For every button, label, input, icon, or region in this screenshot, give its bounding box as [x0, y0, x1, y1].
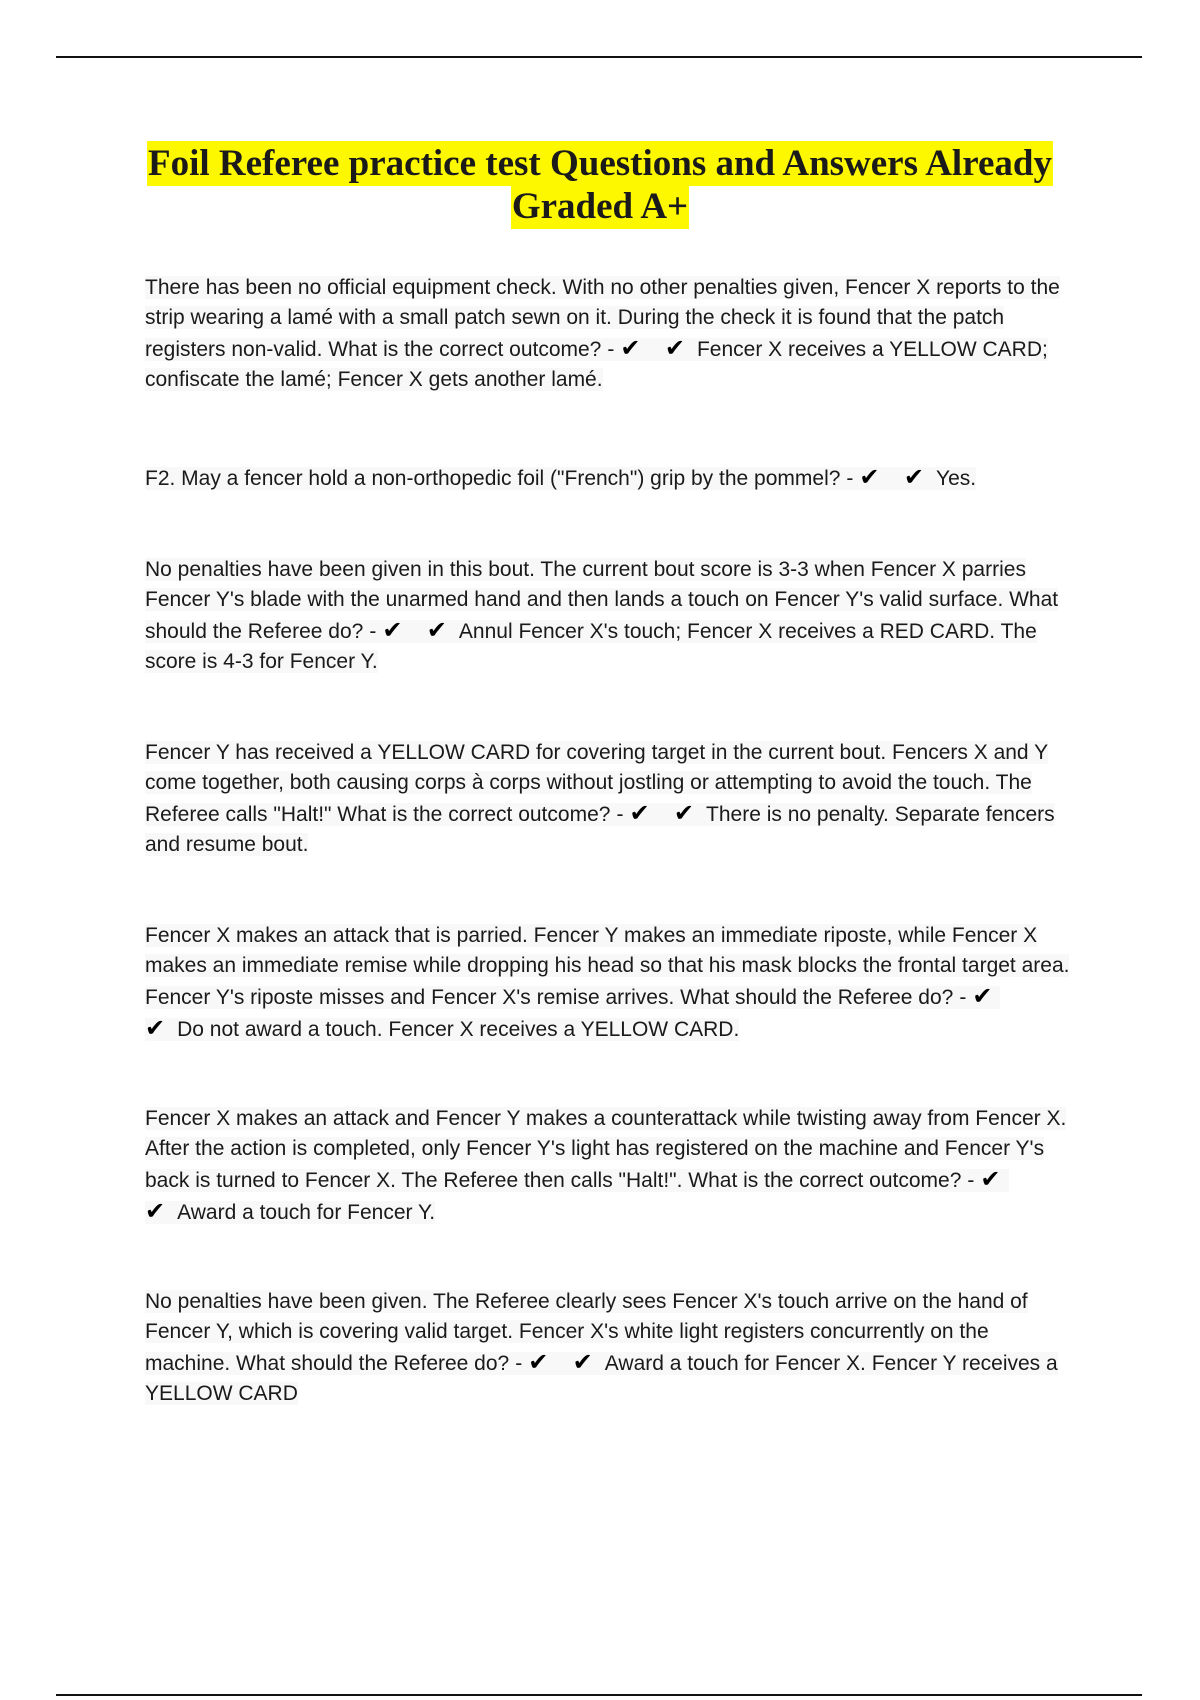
qa-item-3: [145, 555, 1075, 677]
qa-item-1: [145, 273, 1075, 395]
double-check-icon: ✔ ✔: [620, 334, 693, 362]
question-text: No penalties have been given in this bout. The current bout score is 3-3 when Fencer X parries Fencer Y's blade with the unarmed hand and then lands a touch on Fencer Y's valid surface. What should the Referee do?: [145, 558, 1059, 643]
separator: -: [616, 803, 624, 826]
separator: -: [515, 1352, 523, 1375]
answer-text: Award a touch for Fencer Y.: [177, 1201, 436, 1224]
separator: -: [607, 338, 615, 361]
question-text: F2. May a fencer hold a non-orthopedic foil ("French") grip by the pommel?: [145, 467, 841, 490]
qa-item-6: [145, 1104, 1075, 1228]
question-text: Fencer X makes an attack that is parried. Fencer Y makes an immediate riposte, while Fencer X makes an immediate remise while dropping his head so that his mask blocks the frontal target area. Fencer Y's riposte misses and Fencer X's remise arrives. What should the Referee do?: [145, 924, 1070, 1009]
double-check-icon: ✔ ✔: [145, 982, 1001, 1042]
question-text: There has been no official equipment check. With no other penalties given, Fencer X reports to the strip wearing a lamé with a small patch sewn on it. During the check it is found that the patch registers non-valid. What is the correct outcome?: [145, 276, 1060, 361]
separator: -: [959, 986, 967, 1009]
answer-text: There is no penalty. Separate fencers and resume bout.: [145, 803, 1055, 856]
page-title-text: Foil Referee practice test Questions and Answers Already Graded A+: [148, 143, 1052, 227]
question-text: No penalties have been given. The Referee clearly sees Fencer X's touch arrive on the hand of Fencer Y, which is covering valid target. Fencer X's white light registers concurrently on the machine. What should the Referee do?: [145, 1290, 1028, 1375]
question-text: Fencer X makes an attack and Fencer Y makes a counterattack while twisting away from Fencer X. After the action is completed, only Fencer Y's light has registered on the machine and Fencer Y's back is turned to Fencer X. The Referee then calls "Halt!". What is the correct outcome?: [145, 1107, 1067, 1192]
answer-text: Fencer X receives a YELLOW CARD; confiscate the lamé; Fencer X gets another lamé.: [145, 338, 1048, 391]
answer-text: Annul Fencer X's touch; Fencer X receives a RED CARD. The score is 4-3 for Fencer Y.: [145, 620, 1037, 673]
answer-text: Do not award a touch. Fencer X receives a YELLOW CARD.: [177, 1018, 740, 1041]
top-rule: [56, 56, 1142, 58]
double-check-icon: ✔ ✔: [629, 799, 703, 827]
double-check-icon: ✔ ✔: [859, 463, 932, 491]
question-text: Fencer Y has received a YELLOW CARD for covering target in the current bout. Fencers X and Y come together, both causing corps à corps without jostling or attempting to avoid the touch. The Referee calls "Halt!" What is the correct outcome?: [145, 741, 1048, 826]
qa-item-4: [145, 738, 1075, 860]
qa-item-5: [145, 921, 1075, 1045]
double-check-icon: ✔ ✔: [528, 1348, 601, 1376]
qa-item-7: [145, 1287, 1075, 1409]
separator: -: [846, 467, 854, 490]
separator: -: [967, 1169, 975, 1192]
bottom-rule: [56, 1694, 1142, 1696]
page-title: [120, 142, 1080, 228]
answer-text: Award a touch for Fencer X. Fencer Y receives a YELLOW CARD: [145, 1352, 1058, 1405]
answer-text: Yes.: [936, 467, 977, 490]
separator: -: [369, 620, 377, 643]
double-check-icon: ✔ ✔: [382, 616, 455, 644]
double-check-icon: ✔ ✔: [145, 1165, 1009, 1225]
qa-item-2: [145, 462, 1075, 494]
